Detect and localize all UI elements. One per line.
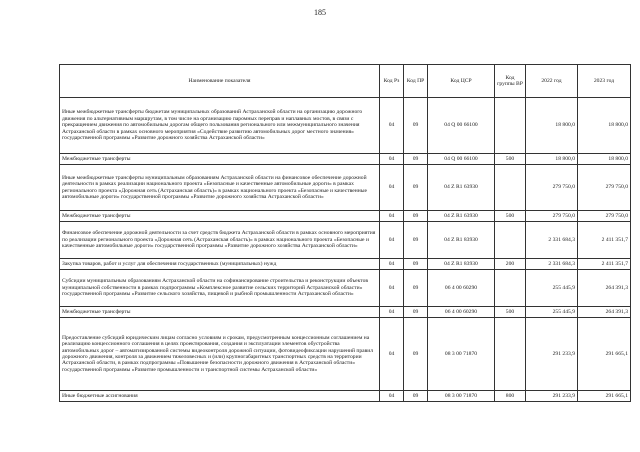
table-row xyxy=(60,165,631,211)
cell-name: Межбюджетные трансферты xyxy=(60,307,380,318)
cell-vr xyxy=(495,270,526,307)
cell-csr: 04 Z R1 83930 xyxy=(428,222,495,259)
cell-2022: 291 233,9 xyxy=(526,318,578,391)
cell-pr: 09 xyxy=(404,307,428,318)
table-row xyxy=(60,391,631,402)
cell-2023: 2 411 351,7 xyxy=(578,259,631,270)
header-2023: 2023 год xyxy=(578,65,631,98)
cell-name: Иные межбюджетные трансферты бюджетам муниципальных образований Астраханской области на организацию дорожного движения по альтернативным маршрутам, в том числе на организацию паромных переправ и наплавных мостов, в связи с прекращением движения по автомобильным дорогам общего пользования регионального или межмуниципального значения Астраханской области в рамках основного мероприятия «Содействие развитию автомобильных дорог местного значения» государственной программы «Развитие дорожного хозяйства Астраханской области» xyxy=(60,98,380,154)
cell-name: Межбюджетные трансферты xyxy=(60,211,380,222)
cell-2023: 264 391,3 xyxy=(578,270,631,307)
cell-vr: 800 xyxy=(495,391,526,402)
cell-rz: 04 xyxy=(380,211,404,222)
cell-vr xyxy=(495,318,526,391)
cell-pr: 09 xyxy=(404,222,428,259)
cell-pr: 09 xyxy=(404,391,428,402)
cell-pr: 09 xyxy=(404,259,428,270)
cell-2023: 18 800,0 xyxy=(578,98,631,154)
table-row xyxy=(60,318,631,391)
header-2022: 2022 год xyxy=(526,65,578,98)
cell-pr: 09 xyxy=(404,165,428,211)
table-row xyxy=(60,211,631,222)
cell-pr: 09 xyxy=(404,318,428,391)
cell-csr: 04 Z R1 63930 xyxy=(428,165,495,211)
cell-name: Иные межбюджетные трансферты муниципальным образованиям Астраханской области на финансовое обеспечение дорожной деятельности в рамках реализации национального проекта «Безопасные и качественные автомобильные дороги» в рамках регионального проекта «Дорожная сеть (Астраханская область)» в рамках национального проекта «Безопасные и качественные автомобильные дороги» государственной программы «Развитие дорожного хозяйства Астраханской области» xyxy=(60,165,380,211)
cell-rz: 04 xyxy=(380,259,404,270)
cell-2023: 279 750,0 xyxy=(578,165,631,211)
cell-csr: 06 4 00 60290 xyxy=(428,270,495,307)
cell-2022: 279 750,0 xyxy=(526,165,578,211)
header-rz: Код Рз xyxy=(380,65,404,98)
cell-csr: 06 4 00 60290 xyxy=(428,307,495,318)
cell-rz: 04 xyxy=(380,270,404,307)
cell-name: Межбюджетные трансферты xyxy=(60,154,380,165)
cell-pr: 09 xyxy=(404,211,428,222)
page-number: 185 xyxy=(314,8,326,17)
table-row xyxy=(60,259,631,270)
table-row xyxy=(60,307,631,318)
cell-2022: 279 750,0 xyxy=(526,211,578,222)
table-row xyxy=(60,98,631,154)
cell-vr: 500 xyxy=(495,154,526,165)
cell-csr: 04 Q 00 66100 xyxy=(428,98,495,154)
cell-vr xyxy=(495,222,526,259)
table-row xyxy=(60,154,631,165)
cell-name: Иные бюджетные ассигнования xyxy=(60,391,380,402)
cell-name: Субсидии муниципальным образованиям Астраханской области на софинансирование строительства и реконструкции объектов муниципальной собственности в рамках подпрограммы «Комплексное развитие сельских территорий Астраханской области» государственной программы «Развитие сельского хозяйства, пищевой и рыбной промышленности Астраханской области» xyxy=(60,270,380,307)
cell-2022: 18 800,0 xyxy=(526,154,578,165)
cell-2022: 255 445,9 xyxy=(526,307,578,318)
cell-2023: 279 750,0 xyxy=(578,211,631,222)
cell-rz: 04 xyxy=(380,307,404,318)
table-header-row xyxy=(60,65,631,98)
cell-csr: 04 Z R1 63930 xyxy=(428,211,495,222)
cell-2023: 264 391,3 xyxy=(578,307,631,318)
cell-csr: 04 Z R1 83930 xyxy=(428,259,495,270)
cell-vr: 200 xyxy=(495,259,526,270)
header-csr: Код ЦСР xyxy=(428,65,495,98)
cell-2023: 291 665,1 xyxy=(578,318,631,391)
cell-vr: 500 xyxy=(495,211,526,222)
cell-vr xyxy=(495,98,526,154)
cell-2022: 18 800,0 xyxy=(526,98,578,154)
cell-pr: 09 xyxy=(404,270,428,307)
cell-vr: 500 xyxy=(495,307,526,318)
cell-2023: 2 411 351,7 xyxy=(578,222,631,259)
cell-rz: 04 xyxy=(380,98,404,154)
cell-2022: 255 445,9 xyxy=(526,270,578,307)
cell-rz: 04 xyxy=(380,165,404,211)
cell-2022: 2 331 684,3 xyxy=(526,222,578,259)
table-row xyxy=(60,270,631,307)
cell-rz: 04 xyxy=(380,222,404,259)
header-name: Наименование показателя xyxy=(60,65,380,98)
cell-rz: 04 xyxy=(380,154,404,165)
cell-vr xyxy=(495,165,526,211)
cell-csr: 08 3 00 71870 xyxy=(428,391,495,402)
cell-2022: 2 331 684,3 xyxy=(526,259,578,270)
cell-pr: 09 xyxy=(404,98,428,154)
cell-csr: 08 3 00 71870 xyxy=(428,318,495,391)
header-pr: Код ПР xyxy=(404,65,428,98)
cell-name: Предоставление субсидий юридическим лицам согласно условиям и срокам, предусмотренным концессионным соглашением на реализацию концессионного соглашения в целях проектирования, создания и эксплуатации элементов обустройства автомобильных дорог – автоматизированной системы видеоконтроля дорожной ситуации, фотовидеофиксации нарушений правил дорожного движения, контроля за движением тяжеловесных и (или) крупногабаритных транспортных средств на территории Астраханской области, в рамках подпрограммы «Повышение безопасности дорожного движения в Астраханской области» государственной программы «Развитие промышленности и транспортной системы Астраханской области» xyxy=(60,318,380,391)
cell-csr: 04 Q 00 66100 xyxy=(428,154,495,165)
header-vr: Код группы ВР xyxy=(495,65,526,98)
budget-table xyxy=(59,64,631,402)
cell-rz: 04 xyxy=(380,391,404,402)
table-row xyxy=(60,222,631,259)
cell-2022: 291 233,9 xyxy=(526,391,578,402)
cell-pr: 09 xyxy=(404,154,428,165)
cell-name: Финансовое обеспечение дорожной деятельности за счет средств бюджета Астраханской области в рамках основного мероприятия по реализации регионального проекта «Дорожная сеть (Астраханская область)» в рамках национального проекта «Безопасные и качественные автомобильные дороги» государственной программы «Развитие дорожного хозяйства Астраханской области» xyxy=(60,222,380,259)
cell-name: Закупка товаров, работ и услуг для обеспечения государственных (муниципальных) нужд xyxy=(60,259,380,270)
cell-rz: 04 xyxy=(380,318,404,391)
cell-2023: 18 800,0 xyxy=(578,154,631,165)
cell-2023: 291 665,1 xyxy=(578,391,631,402)
